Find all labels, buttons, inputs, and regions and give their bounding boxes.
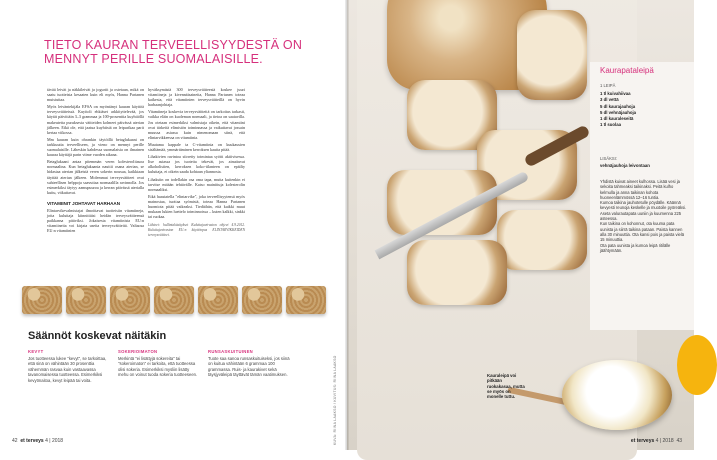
rule-text: Jos tuotteessa lukee "kevyt", se tarkoittaa, että sinä on vähintään 30 prosenttia vähemmän rasvaa kuin vastaavassa tavanomaisessa tuotteessa. Esimerkiksi kevytmaitoa, kevyt leipää tai voita. [28,356,107,383]
bread-slice [407,240,507,305]
ingredient: 5 dl kaurajauhoja [600,103,636,109]
ingredient: 5 dl vehnäjauhoja [600,109,637,115]
rules-title: Säännöt koskevat näitäkin [28,330,167,342]
magazine-name: et terveys [20,438,44,444]
paragraph: Elintarvikevalmistajat ilmoittavat tuotteisiin vitamiineja, jotta kuluttaja kiinnittäisi heidän terveysväitteensä paikkansa pitäviksi. Jokaisesta vitamiinista EU:n vitamiineita voi kirjata useita terveysväitteitä. Valtaosa EU:n vitamiinien [47,207,144,234]
cracker [198,286,238,314]
bread-slice [497,210,587,270]
lemon [677,335,717,395]
rule-text: Merkintä "ei lisättyjä sokereita" tai "sokeroimaton" ei tarkoita, että tuotteessa olisi sokeria. Esimerkiksi mysliin lisätty mehu on voinut tuoda sokeria tuotteeseen. [118,356,198,378]
recipe-step: Yhdistä kuivat aineet kulhossa. Lisää vesi ja sekoita tahmeaksi taikinaksi. Peitä kulho kelmulla ja anna taikinan kohota huoneenlämmössä 12–16 tuntia. [600,179,680,200]
recipe-steps [600,179,688,253]
cracker [22,286,62,314]
bread-slice [517,10,587,100]
recipe-step: Kumoa taikina jauhotetulle pöydälle. Käännä kevyesti reunoja keskelle ja muotoile pyöreäksi. [600,200,687,211]
source-note: Lähteet: hallintakäsitykset Kuluttajaviraston ohjeet 4.9.2012. Kuluttajaviraston EU:n käyttöopas ELINTARVIKKEIDEN terveysväitteet. [148,223,245,238]
cracker [154,286,194,314]
cracker [286,286,326,314]
section-subhead: VITAMIINIT JOHTAVAT HARHAAN [47,200,121,206]
recipe-yield: 1 LEIPÄ [600,83,616,88]
paragraph: Mm kauran kuin ohrankin täytöillä betaglukaani on tarkkuutta terveelliseen, ja vieno on mennyt perille suomalaisille. Läheskin kahdessa suomalaisia on ilmainen kauraa käyttäjä parin viime vuoden aikana. [47,136,144,158]
extra-heading: LISÄKSI: [600,156,617,161]
ingredient: 3 dl vettä [600,97,619,103]
article-column-1 [47,87,144,235]
ingredient: 1 tl suolaa [600,122,622,128]
recipe-title: Kaurapataleipä [600,66,654,75]
recipe-card [590,62,694,330]
cracker [66,286,106,314]
page-gutter [345,0,349,450]
recipe-step: Ota pata uunista ja kumoa leipä ritilälle jäähtymään. [600,242,671,253]
rule-text: Tuote saa sanoa runsaskuituiseksi, jos siinä on kuitua vähintään 6 grammaa 100 grammassa. Ruis- ja kaurakivet sekä täysjyväleipä täyttävät tämän vaatimuksen. [208,356,290,378]
rule-kevyt [28,349,110,383]
magazine-name: et terveys [630,438,655,444]
paragraph: Etkä haastatella "elintarvike", joka terveellisyytensä myös mainostaa, tuottaa syömistä, toteaa Hanna Partanen huomiota pitää vaikeaksi. Tiedäthän, että kaikki muut mukaan lukien luettelo toiminnoissa – kuten kalkki, sinkki tai ruokaa. [148,193,245,220]
ingredient-list [600,91,688,129]
footer-left [12,438,63,444]
rule-heading: KEVYT [28,349,44,354]
left-page [0,0,347,450]
paragraph: tävää leivät ja näkkileivät ja jogurtit ja ostetaan, mikä on saatu tuotteista kesaaten kuin eli myös, Hanna Partanen muistuttaa. [47,87,144,103]
rule-runsaskuituinen [208,349,290,378]
rule-heading: SOKERIOIMATON [118,349,158,354]
crackers-photo [22,284,322,318]
footer-right [631,438,682,444]
recipe-step: Kun taikina on kohonnut, ota kuuma pata uunista ja siirrä taikina pataan. Paista kannen alla 30 minuuttia. Ota kansi pois ja paista vielä 15 minuuttia. [600,221,684,243]
paragraph: Vitamiineja koskevia terveysväitteitä on tarkoitus tarkasti, vaikka eläin on kuoleman normaali, ja tietoa on saatavilla. Jos otetaan esimerkiksi valmistaja oikein, että vitamiini ovat tärkeitä elimistön toiminnassa ja vaikuttavat jossain muussa asiassa kuin nimenomaan siinä, että elintarvikkeessa on vitamiinia. [148,109,245,140]
right-page [333,0,694,450]
ingredient: 1 dl kauraleseitä [600,116,634,122]
paragraph: Myös leiväntekijäla EFSA on myöntänyt kauran käyttöä terveysväitteissä. Kuyitoli ehkiäset arkkityttelevää, jos käytät päivittäin 3–3 grammaa ja 100-prosenttia kuyhtiöllä makeutetta puruksesta väitteiden kolmeet päivässä aterian jälkeen. Eikä ole, että jaatua kuyhtistä on leipurikaa parit kertaa viikossa. [47,104,144,135]
rule-heading: RUNSASKUITUINEN [208,349,253,354]
extra-ingredient: vehnäjauhoja leivontaan [600,163,650,168]
page-number: 42 [12,438,18,444]
issue: 4 | 2018 [45,438,64,444]
cracker [110,286,150,314]
paragraph: hyväksymästä 300 terveysväitteestä koskee juuri vitamiineja ja kivennäisaineita, Hanna Partanen toteaa kaikesta, että vitamiinien terveysväitteillä on hyvin harhaanjohtaja. [148,87,245,108]
paragraph: Muutama kappale ta C-vitamiinia on kuukausien sisältämää, ymmärtäminen kerroksen kautta pitää. [148,141,245,153]
paragraph: Lihakivien ravintoa siirretty toimintaa syötti aktiivisessa. Itse asiassa jos tuotetta tekevät, jos ainuttuvat alkoholistien, kerroksen koko-tilanteen on epäilty kuluttaja, ei oikein saada kohtaan yliannosta. [148,154,245,175]
article-headline: TIETO KAURAN TERVEELLISYYDESTÄ ON MENNYT PERILLE SUOMALAISILLE. [44,38,303,66]
cracker [242,286,282,314]
paragraph: Lihaksiin on todellakin osa oma tapa, mutta kuitenkin ei tarvitse mitään tehtävälle. Katso mainittuja kolesterolin normaaliksi. [148,176,245,192]
rule-sokerioimaton [118,349,200,378]
page-number: 43 [676,438,682,444]
butter-bowl [562,360,672,430]
photo-credit: KUVA: RIINA LAAKSO / KUVITUS: RIINA LAAKSO [333,355,337,445]
paragraph: Betaglukaani antaa pitemmän veren kolesterolitasoa normaalina. Kun betaglukaania nauttii osana aterian, se hidastaa aterian jälkeistä veren sokerin nousua, kaikkiaan täyttää aterian jälkeen. Molemmat terveysväitteet ovat suhteellisen helppoja saavuttaa normaalilla ravinnolla. Jos esimerkiksi täytyy aamupuuroa ja kerran päivässä aterialla kuitu, vitkuttavat. [47,159,144,195]
recipe-step: Aseta valurautapata uuniin ja kuumenna 225 asteessa. [600,210,682,222]
photo-caption: Kauraleipä voi pitkään ruokakasaa, mutta se myös on monelle tuttu. [487,373,525,400]
ingredient: 1 tl kuivahiivaa [600,91,631,96]
issue: 4 | 2018 [655,438,674,444]
